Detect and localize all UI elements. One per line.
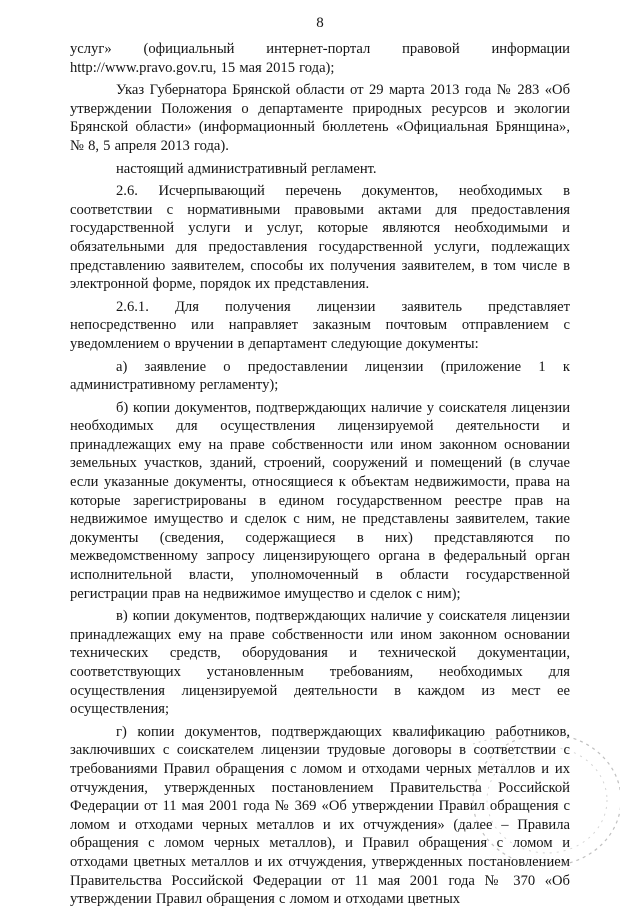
paragraph: услуг» (официальный интернет-портал правовой информации http://www.pravo.gov.ru, 15 мая 2015 года); — [70, 41, 570, 76]
paragraph: г) копии документов, подтверждающих квалификацию работников, заключивших с соискателем лицензии трудовые договоры в соответствии с требованиями Правил обращения с ломом и отходами черных металлов и их отчуждения, утвержденных постановлением Правительства Российской Федерации от 11 мая 2001 года № 369 «Об утверждении Правил обращения с ломом и отходами черных металлов и их отчуждения» (далее – Правила обращения с ломом черных металлов), и Правил обращения с ломом и отходами цветных металлов и их отчуждения, утвержденных постановлением Правительства Российской Федерации от 11 мая 2001 года № 370 «Об утверждении Правил обращения с ломом и отходами цветных — [70, 723, 570, 908]
paragraph: б) копии документов, подтверждающих наличие у соискателя лицензии необходимых для осуществления лицензируемой деятельности и принадлежащих ему на праве собственности или ином законном основании земельных участков, зданий, строений, сооружений и помещений (в случае если указанные документы, относящиеся к объектам недвижимости, права на которые зарегистрированы в едином государственном реестре прав на недвижимое имущество и сделок с ним, не представлены заявителем, такие документы (сведения, содержащиеся в них) представляются по межведомственному запросу лицензирующего органа в федеральный орган исполнительной власти, уполномоченный в области государственной регистрации прав на недвижимое имущество и сделок с ним); — [70, 399, 570, 602]
paragraph: Указ Губернатора Брянской области от 29 марта 2013 года № 283 «Об утверждении Положения о департаменте природных ресурсов и экологии Брянской области» (информационный бюллетень «Официальная Брянщина», № 8, 5 апреля 2013 года). — [70, 82, 570, 154]
paragraph: 2.6. Исчерпывающий перечень документов, необходимых в соответствии с нормативными правовыми актами для предоставления государственной услуги и услуг, которые являются необходимыми и обязательными для предоставления государственной услуги, подлежащих представлению заявителем, способы их получения заявителем, в том числе в электронной форме, порядок их представления. — [70, 183, 570, 293]
document-body — [70, 40, 570, 913]
paragraph: а) заявление о предоставлении лицензии (приложение 1 к административному регламенту); — [70, 358, 570, 394]
page-number: 8 — [316, 15, 324, 31]
paragraph: настоящий административный регламент. — [116, 160, 377, 177]
paragraph: 2.6.1. Для получения лицензии заявитель представляет непосредственно или направляет заказным почтовым отправлением с уведомлением о вручении в департамент следующие документы: — [70, 298, 570, 352]
paragraph: в) копии документов, подтверждающих наличие у соискателя лицензии принадлежащих ему на праве собственности или ином законном основании технических средств, оборудования и технической документации, соответствующих установленным требованиям, необходимых для осуществления лицензируемой деятельности в каждом из мест ее осуществления; — [70, 608, 570, 718]
